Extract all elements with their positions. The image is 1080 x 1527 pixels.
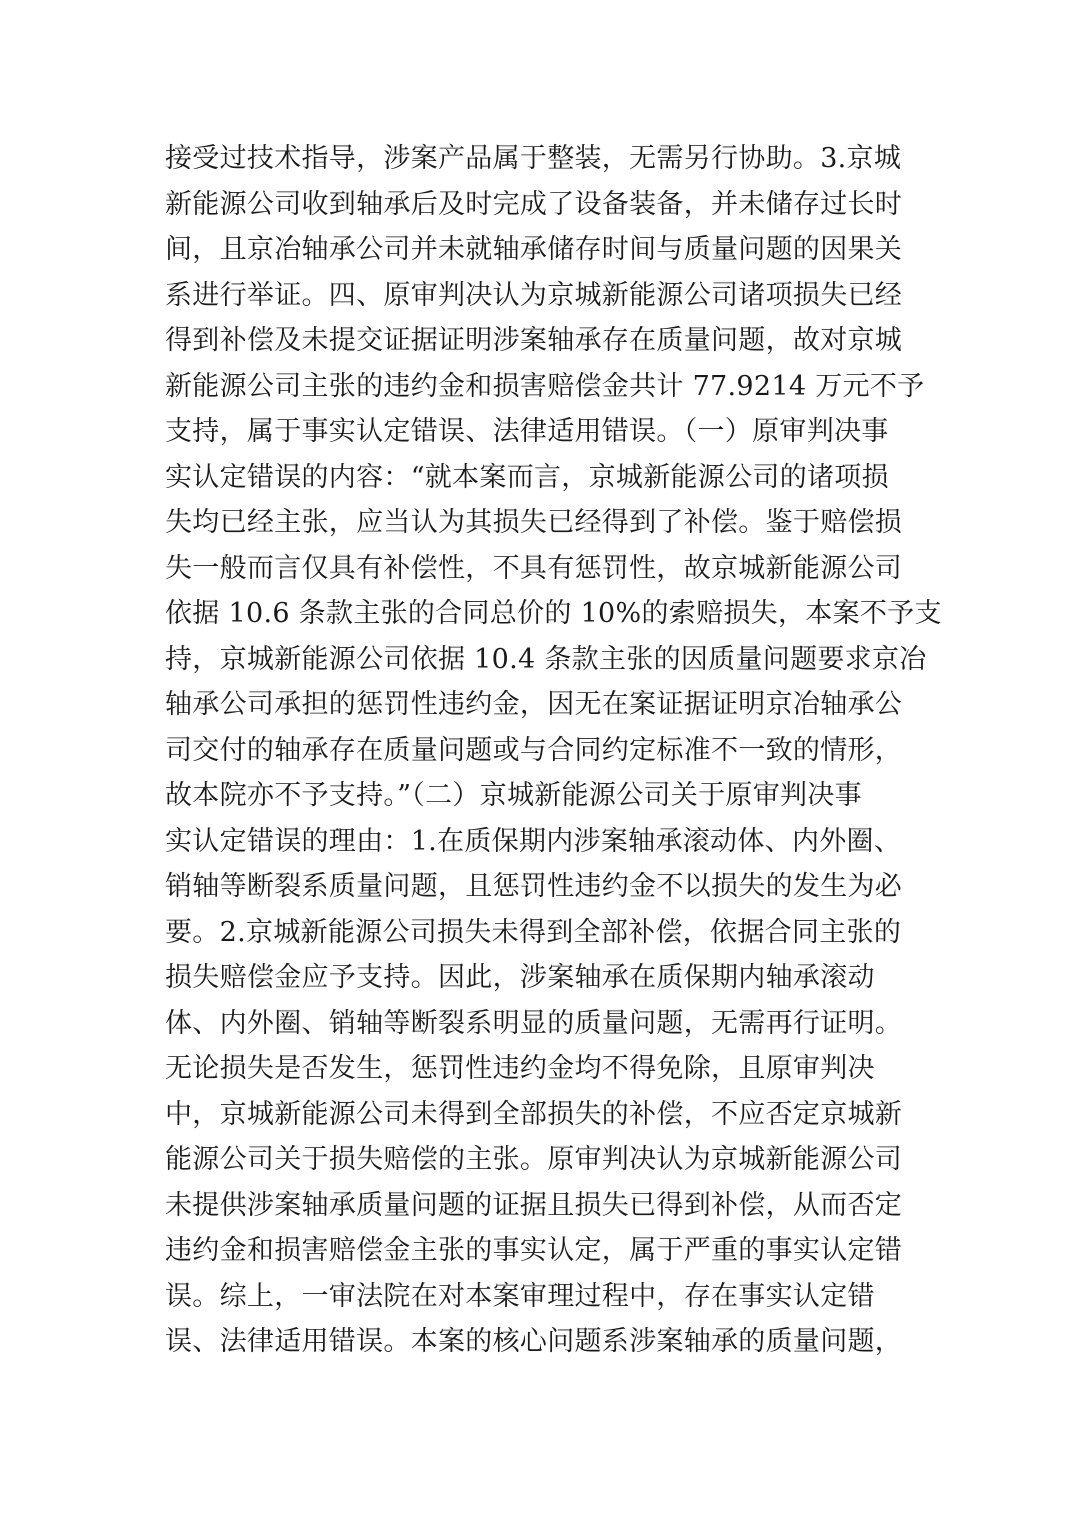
text-line: 要。2.京城新能源公司损失未得到全部补偿，依据合同主张的 xyxy=(165,916,902,948)
text-line: 新能源公司主张的违约金和损害赔偿金共计 77.9214 万元不予 xyxy=(165,370,925,402)
text-line: 实认定错误的内容：“就本案而言，京城新能源公司的诸项损 xyxy=(165,461,889,493)
text-line: 销轴等断裂系质量问题，且惩罚性违约金不以损失的发生为必 xyxy=(165,871,903,902)
text-line: 实认定错误的理由：1.在质保期内涉案轴承滚动体、内外圈、 xyxy=(165,825,902,857)
text-line: 接受过技术指导，涉案产品属于整装，无需另行协助。3.京城 xyxy=(165,143,902,174)
text-line: 失均已经主张，应当认为其损失已经得到了补偿。鉴于赔偿损 xyxy=(165,507,903,538)
text-line: 系进行举证。四、原审判决认为京城新能源公司诸项损失已经 xyxy=(165,279,903,311)
text-line: 误、法律适用错误。本案的核心问题系涉案轴承的质量问题， xyxy=(165,1326,903,1357)
text-line: 持，京城新能源公司依据 10.4 条款主张的因质量问题要求京冶 xyxy=(165,643,927,675)
text-line: 失一般而言仅具有补偿性，不具有惩罚性，故京城新能源公司 xyxy=(165,552,903,584)
text-line: 违约金和损害赔偿金主张的事实认定，属于严重的事实认定错 xyxy=(165,1235,903,1266)
text-line: 故本院亦不予支持。”（二）京城新能源公司关于原审判决事 xyxy=(165,780,862,811)
text-line: 轴承公司承担的惩罚性违约金，因无在案证据证明京冶轴承公 xyxy=(165,689,903,720)
text-line: 中，京城新能源公司未得到全部损失的补偿，不应否定京城新 xyxy=(165,1098,903,1130)
text-line: 损失赔偿金应予支持。因此，涉案轴承在质保期内轴承滚动 xyxy=(165,962,875,993)
text-line: 新能源公司收到轴承后及时完成了设备装备，并未储存过长时 xyxy=(165,188,903,220)
text-line: 体、内外圈、销轴等断裂系明显的质量问题，无需再行证明。 xyxy=(165,1007,903,1039)
text-line: 支持，属于事实认定错误、法律适用错误。（一）原审判决事 xyxy=(165,416,889,447)
text-line: 得到补偿及未提交证据证明涉案轴承存在质量问题，故对京城 xyxy=(165,325,903,356)
text-line: 能源公司关于损失赔偿的主张。原审判决认为京城新能源公司 xyxy=(165,1144,903,1175)
text-line: 误。综上，一审法院在对本案审理过程中，存在事实认定错 xyxy=(165,1280,875,1312)
text-line: 依据 10.6 条款主张的合同总价的 10%的索赔损失，本案不予支 xyxy=(165,598,942,629)
text-line: 未提供涉案轴承质量问题的证据且损失已得到补偿，从而否定 xyxy=(165,1189,903,1221)
text-line: 无论损失是否发生，惩罚性违约金均不得免除，且原审判决 xyxy=(165,1053,875,1084)
text-line: 间，且京冶轴承公司并未就轴承储存时间与质量问题的因果关 xyxy=(165,234,903,265)
body-text xyxy=(165,136,942,1365)
text-line: 司交付的轴承存在质量问题或与合同约定标准不一致的情形， xyxy=(165,734,903,766)
